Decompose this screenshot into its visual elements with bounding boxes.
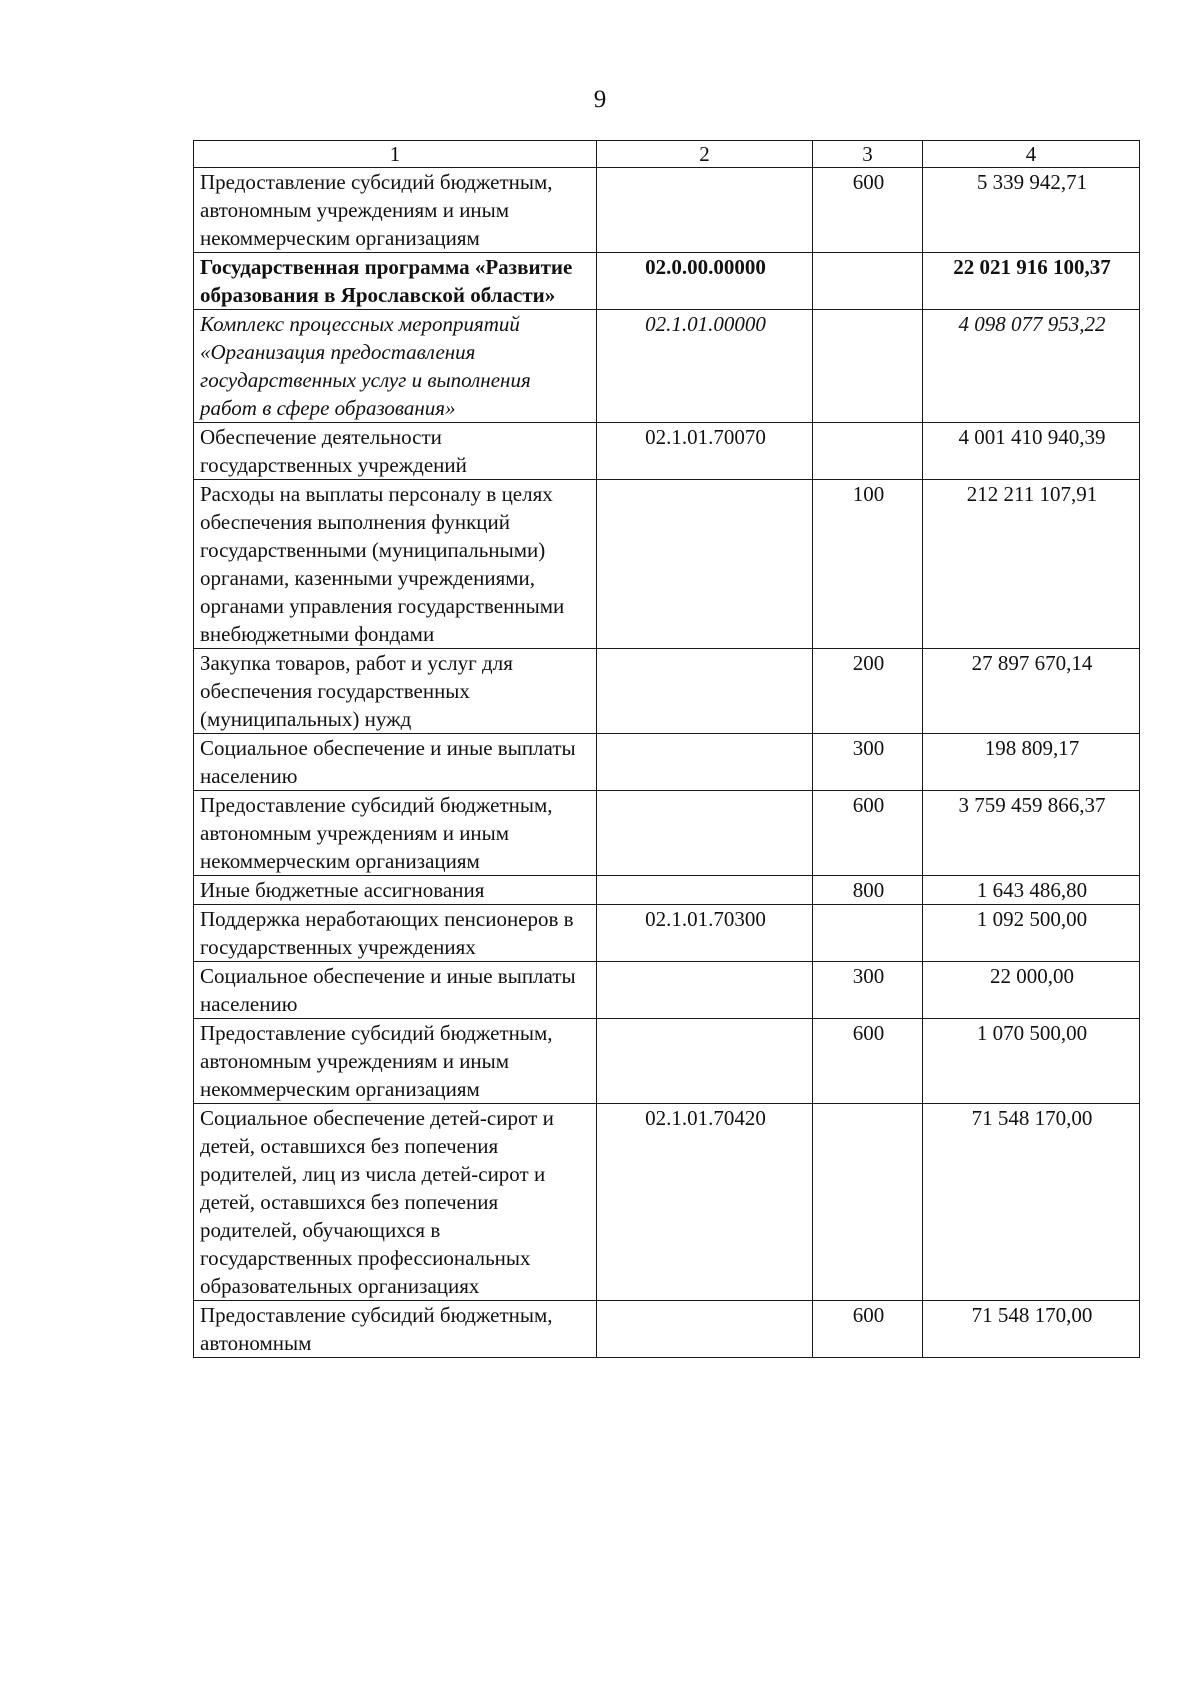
kind-cell: 100 bbox=[813, 480, 923, 649]
name-cell: Иные бюджетные ассигнования bbox=[194, 876, 597, 905]
page-number: 9 bbox=[593, 86, 607, 113]
kind-cell: 600 bbox=[813, 1019, 923, 1104]
code-cell bbox=[597, 480, 813, 649]
header-col-4: 4 bbox=[923, 141, 1140, 168]
kind-cell bbox=[813, 310, 923, 423]
amount-cell: 198 809,17 bbox=[923, 734, 1140, 791]
code-cell bbox=[597, 876, 813, 905]
kind-cell bbox=[813, 905, 923, 962]
amount-cell: 5 339 942,71 bbox=[923, 168, 1140, 253]
table-row bbox=[194, 310, 1140, 423]
name-cell: Социальное обеспечение детей-сирот и детей, оставшихся без попечения родителей, лиц из числа детей-сирот и детей, оставшихся без попечения родителей, обучающихся в государственных профессиональных образовательных организациях bbox=[194, 1104, 597, 1301]
table-row bbox=[194, 962, 1140, 1019]
header-col-1: 1 bbox=[194, 141, 597, 168]
table-row bbox=[194, 876, 1140, 905]
amount-cell: 71 548 170,00 bbox=[923, 1301, 1140, 1358]
kind-cell bbox=[813, 1104, 923, 1301]
kind-cell: 800 bbox=[813, 876, 923, 905]
name-cell: Государственная программа «Развитие образования в Ярославской области» bbox=[194, 253, 597, 310]
table-row bbox=[194, 1019, 1140, 1104]
name-cell: Обеспечение деятельности государственных учреждений bbox=[194, 423, 597, 480]
code-cell: 02.0.00.00000 bbox=[597, 253, 813, 310]
name-cell: Предоставление субсидий бюджетным, автономным учреждениям и иным некоммерческим организациям bbox=[194, 168, 597, 253]
code-cell bbox=[597, 791, 813, 876]
code-cell bbox=[597, 1301, 813, 1358]
table-row bbox=[194, 168, 1140, 253]
header-col-3: 3 bbox=[813, 141, 923, 168]
code-cell bbox=[597, 1019, 813, 1104]
table-row bbox=[194, 905, 1140, 962]
kind-cell: 600 bbox=[813, 791, 923, 876]
name-cell: Предоставление субсидий бюджетным, автономным учреждениям и иным некоммерческим организациям bbox=[194, 791, 597, 876]
code-cell bbox=[597, 962, 813, 1019]
code-cell: 02.1.01.00000 bbox=[597, 310, 813, 423]
table-row bbox=[194, 1104, 1140, 1301]
table-body bbox=[194, 168, 1140, 1358]
code-cell bbox=[597, 734, 813, 791]
budget-table bbox=[193, 140, 1140, 1358]
kind-cell: 600 bbox=[813, 168, 923, 253]
name-cell: Закупка товаров, работ и услуг для обеспечения государственных (муниципальных) нужд bbox=[194, 649, 597, 734]
amount-cell: 212 211 107,91 bbox=[923, 480, 1140, 649]
header-row bbox=[194, 141, 1140, 168]
amount-cell: 1 070 500,00 bbox=[923, 1019, 1140, 1104]
code-cell: 02.1.01.70070 bbox=[597, 423, 813, 480]
table-row bbox=[194, 791, 1140, 876]
name-cell: Предоставление субсидий бюджетным, автономным bbox=[194, 1301, 597, 1358]
amount-cell: 1 643 486,80 bbox=[923, 876, 1140, 905]
code-cell: 02.1.01.70420 bbox=[597, 1104, 813, 1301]
kind-cell: 300 bbox=[813, 734, 923, 791]
code-cell bbox=[597, 649, 813, 734]
amount-cell: 22 000,00 bbox=[923, 962, 1140, 1019]
amount-cell: 1 092 500,00 bbox=[923, 905, 1140, 962]
kind-cell bbox=[813, 253, 923, 310]
table-header bbox=[194, 141, 1140, 168]
kind-cell: 600 bbox=[813, 1301, 923, 1358]
table-row bbox=[194, 423, 1140, 480]
table-row bbox=[194, 649, 1140, 734]
amount-cell: 22 021 916 100,37 bbox=[923, 253, 1140, 310]
kind-cell bbox=[813, 423, 923, 480]
kind-cell: 300 bbox=[813, 962, 923, 1019]
table-row bbox=[194, 480, 1140, 649]
amount-cell: 27 897 670,14 bbox=[923, 649, 1140, 734]
name-cell: Поддержка неработающих пенсионеров в государственных учреждениях bbox=[194, 905, 597, 962]
amount-cell: 4 098 077 953,22 bbox=[923, 310, 1140, 423]
name-cell: Предоставление субсидий бюджетным, автономным учреждениям и иным некоммерческим организациям bbox=[194, 1019, 597, 1104]
table-row bbox=[194, 253, 1140, 310]
code-cell bbox=[597, 168, 813, 253]
name-cell: Социальное обеспечение и иные выплаты населению bbox=[194, 734, 597, 791]
table-row bbox=[194, 734, 1140, 791]
code-cell: 02.1.01.70300 bbox=[597, 905, 813, 962]
header-col-2: 2 bbox=[597, 141, 813, 168]
table-row bbox=[194, 1301, 1140, 1358]
amount-cell: 3 759 459 866,37 bbox=[923, 791, 1140, 876]
name-cell: Комплекс процессных мероприятий «Организация предоставления государственных услуг и выполнения работ в сфере образования» bbox=[194, 310, 597, 423]
amount-cell: 4 001 410 940,39 bbox=[923, 423, 1140, 480]
kind-cell: 200 bbox=[813, 649, 923, 734]
name-cell: Расходы на выплаты персоналу в целях обеспечения выполнения функций государственными (муниципальными) органами, казенными учреждениями, органами управления государственными внебюджетными фондами bbox=[194, 480, 597, 649]
amount-cell: 71 548 170,00 bbox=[923, 1104, 1140, 1301]
name-cell: Социальное обеспечение и иные выплаты населению bbox=[194, 962, 597, 1019]
